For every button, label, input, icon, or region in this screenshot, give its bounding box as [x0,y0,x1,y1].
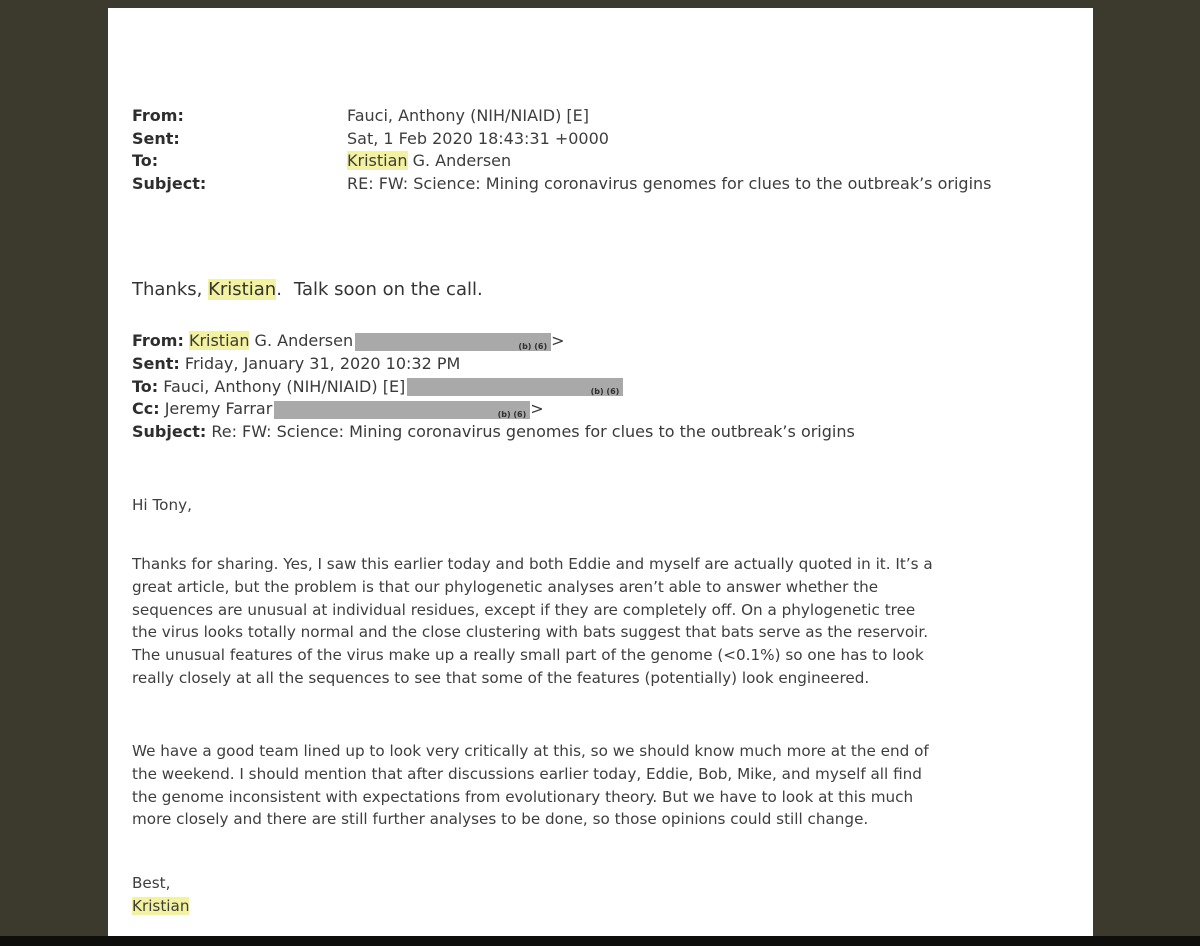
paragraph-1 [132,553,1077,690]
thanks-prefix: Thanks, [132,279,209,300]
fwd-from-row [132,330,855,353]
signoff: Best, [132,874,171,892]
paragraph-line: the virus looks totally normal and the close clustering with bats suggest that bats serve as the reservoir. [132,623,929,642]
thanks-name: Kristian [208,279,277,300]
fwd-subject-label: Subject: [132,422,207,442]
redaction-box [355,333,551,351]
fwd-cc-suffix: > [530,399,544,419]
paragraph-line: more closely and there are still further analyses to be done, so those opinions could still change. [132,810,869,829]
to-name-rest: G. Andersen [407,151,512,170]
to-name-highlight: Kristian [347,151,408,170]
paragraph-line: great article, but the problem is that our phylogenetic analyses aren’t able to answer whether the [132,577,879,596]
fwd-to-row [132,376,855,399]
sent-value: Sat, 1 Feb 2020 18:43:31 +0000 [347,128,609,148]
greeting: Hi Tony, [132,496,192,514]
redaction-tag: (b) (6) [497,409,527,419]
from-value: Fauci, Anthony (NIH/NIAID) [E] [347,106,590,125]
paragraph-line: the genome inconsistent with expectations from evolutionary theory. But we have to look at this much [132,787,914,806]
paragraph-line: the weekend. I should mention that after discussions earlier today, Eddie, Bob, Mike, and myself all find [132,764,922,783]
subject-label: Subject: [132,173,207,193]
paragraph-line: We have a good team lined up to look very critically at this, so we should know much more at the end of [132,742,929,760]
paragraph-2 [132,740,1077,831]
redaction-tag: (b) (6) [590,387,620,397]
fwd-from-name-rest: G. Andersen [249,331,354,350]
fwd-cc-row [132,398,855,421]
redaction-box [407,378,623,396]
fwd-cc-value: Jeremy Farrar [159,399,273,419]
redaction-box [274,401,530,419]
fwd-subject-row [132,421,855,444]
subject-value: RE: FW: Science: Mining coronavirus genomes for clues to the outbreak’s origins [347,173,992,193]
reply-line [132,279,483,300]
fwd-cc-label: Cc: [132,399,160,419]
email-document [108,8,1093,936]
signature: Kristian [132,896,190,915]
bottom-bar [0,936,1200,946]
paragraph-line: The unusual features of the virus make up a really small part of the genome (<0.1%) so one has to look [132,646,924,665]
paragraph-line: really closely at all the sequences to see that some of the features (potentially) look engineered. [132,668,870,687]
fwd-to-label: To: [132,376,159,396]
sent-label: Sent: [132,128,180,148]
fwd-from-label: From: [132,331,184,350]
thanks-dot: . [276,279,282,300]
from-label: From: [132,106,184,125]
redaction-tag: (b) (6) [518,341,548,351]
paragraph-line: Thanks for sharing. Yes, I saw this earlier today and both Eddie and myself are actually quoted in it. It’s a [132,555,933,573]
forwarded-header [132,330,855,444]
fwd-sent-label: Sent: [132,353,180,373]
fwd-to-value: Fauci, Anthony (NIH/NIAID) [E] [158,376,406,396]
fwd-from-suffix: > [551,331,565,350]
to-value [347,150,511,173]
fwd-from-name-highlight: Kristian [188,331,250,350]
fwd-sent-value: Friday, January 31, 2020 10:32 PM [179,353,461,373]
thanks-rest: Talk soon on the call. [293,279,483,300]
paragraph-line: sequences are unusual at individual residues, except if they are completely off. On a phylogenetic tree [132,600,916,619]
fwd-sent-row [132,353,855,376]
closing [132,872,1077,918]
to-label: To: [132,151,159,170]
fwd-subject-value: Re: FW: Science: Mining coronavirus genomes for clues to the outbreak’s origins [206,422,855,442]
